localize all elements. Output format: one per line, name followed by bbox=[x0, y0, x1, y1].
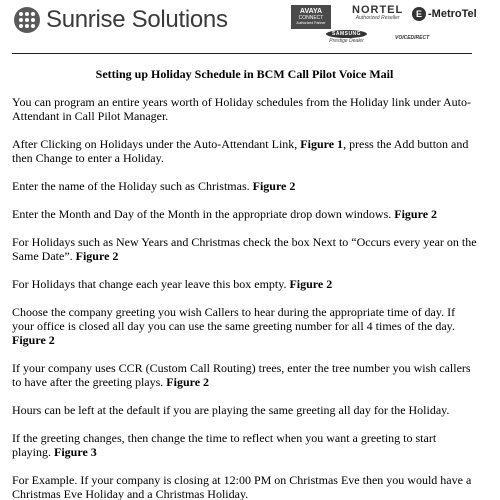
paragraph: If the greeting changes, then change the time to reflect when you want a greeting to start playing. Figure 3 bbox=[12, 431, 437, 459]
paragraph: After Clicking on Holidays under the Auto-Attendant Link, Figure 1, press the Add button and then Change to enter a Holiday. bbox=[12, 137, 469, 165]
paragraph: Choose the company greeting you wish Callers to hear during the appropriate time of day. If your office is closed all day you can use the same greeting number for all 4 times of the day. Figure 2 bbox=[12, 305, 456, 347]
figure-reference: Figure 1 bbox=[300, 137, 344, 151]
paragraph: If your company uses CCR (Custom Call Routing) trees, enter the tree number you wish callers to have after the greeting plays. Figure 2 bbox=[12, 361, 471, 389]
paragraph: Hours can be left at the default if you are playing the same greeting all day for the Holiday. bbox=[12, 403, 450, 417]
nortel-logo: NORTEL Authorized Reseller bbox=[352, 4, 404, 21]
metrotel-logo: E -MetroTel bbox=[412, 7, 477, 21]
company-name: Sunrise Solutions bbox=[46, 6, 228, 33]
header-divider bbox=[12, 53, 472, 54]
company-logo bbox=[14, 6, 228, 34]
paragraph: You can program an entire years worth of Holiday schedules from the Holiday link under Auto-Attendant in Call Pilot Manager. bbox=[12, 95, 472, 123]
figure-reference: Figure 3 bbox=[54, 445, 97, 459]
samsung-logo: SAMSUNG Prestige Dealer bbox=[326, 30, 367, 44]
paragraph: For Example. If your company is closing at 12:00 PM on Christmas Eve then you would have a Christmas Eve Holiday and a Christmas Holiday. bbox=[12, 473, 472, 500]
paragraph: For Holidays that change each year leave this box empty. Figure 2 bbox=[12, 277, 333, 291]
figure-reference: Figure 2 bbox=[394, 207, 438, 221]
phone-keypad-icon bbox=[14, 7, 40, 33]
figure-reference: Figure 2 bbox=[289, 277, 333, 291]
paragraph: Enter the name of the Holiday such as Christmas. Figure 2 bbox=[12, 179, 296, 193]
voicedirect-logo: VOICEDIRECT bbox=[395, 35, 430, 41]
paragraph: Enter the Month and Day of the Month in the appropriate drop down windows. Figure 2 bbox=[12, 207, 438, 221]
letterhead bbox=[0, 0, 500, 56]
figure-reference: Figure 2 bbox=[252, 179, 296, 193]
figure-reference: Figure 2 bbox=[166, 375, 210, 389]
document-title: Setting up Holiday Schedule in BCM Call Pilot Voice Mail bbox=[95, 67, 394, 81]
paragraph: For Holidays such as New Years and Christmas check the box Next to “Occurs every year on the Same Date”. Figure 2 bbox=[12, 235, 477, 263]
figure-reference: Figure 2 bbox=[12, 333, 55, 347]
avaya-logo: AVAYA CONNECT Authorized Partner bbox=[291, 5, 331, 29]
document-body bbox=[12, 67, 477, 500]
figure-reference: Figure 2 bbox=[75, 249, 119, 263]
